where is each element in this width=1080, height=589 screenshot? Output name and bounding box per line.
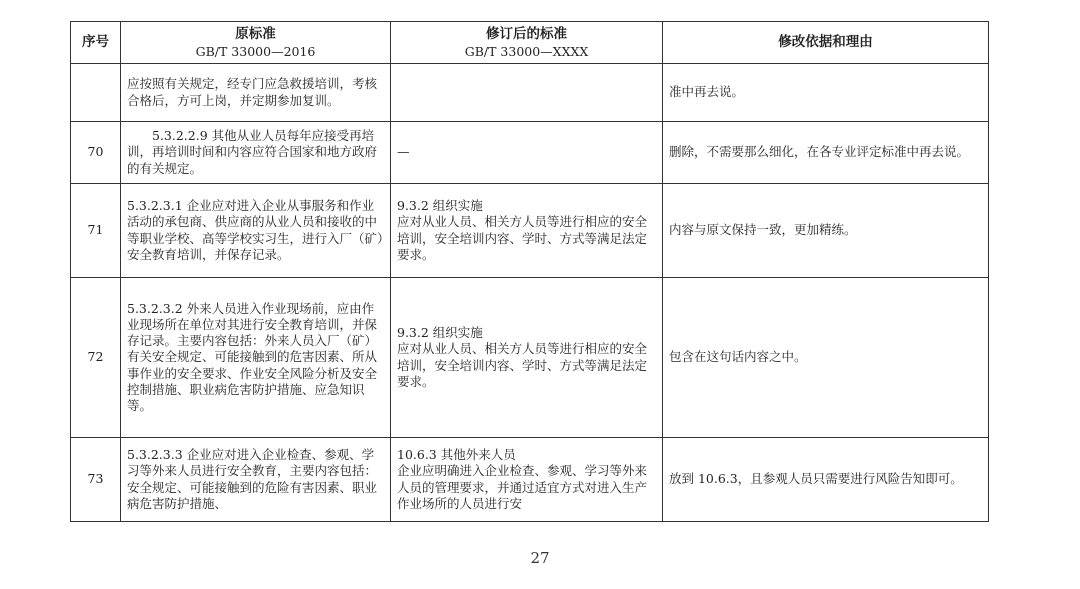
revised-text: 应对从业人员、相关方人员等进行相应的安全培训，安全培训内容、学时、方式等满足法定要求。 (397, 341, 648, 389)
original-clause (121, 64, 391, 122)
table-row (71, 278, 989, 438)
original-clause (121, 438, 391, 522)
revised-clause (391, 438, 663, 522)
reason-text: 删除，不需要那么细化，在各专业评定标准中再去说。 (669, 144, 970, 160)
revised-clause (391, 122, 663, 184)
reason-text: 准中再去说。 (669, 84, 745, 100)
revised-text: 企业应明确进入企业检查、参观、学习等外来人员的管理要求，并通过适宜方式对进入生产作业场所的人员进行安 (397, 463, 648, 511)
revised-heading: 9.3.2 组织实施 (397, 198, 483, 214)
header-no: 序号 (71, 22, 121, 64)
reason-text: 放到 10.6.3，且参观人员只需要进行风险告知即可。 (669, 471, 963, 487)
table-row (71, 64, 989, 122)
revised-heading: — (397, 144, 410, 160)
header-original (121, 22, 391, 64)
row-number (71, 64, 121, 122)
revision-reason (663, 438, 989, 522)
revised-clause (391, 64, 663, 122)
header-revised-title: 修订后的标准 (486, 25, 567, 42)
original-text: 5.3.2.3.2 外来人员进入作业现场前，应由作业现场所在单位对其进行安全教育培训，并保存记录。主要内容包括：外来人员入厂（矿）有关安全规定、可能接触到的危害因素、所从事作业的安全要求、作业安全风险分析及安全控制措施、职业病危害防护措施、应急知识等。 (127, 300, 378, 413)
header-revised-code: GB/T 33000—XXXX (464, 43, 589, 59)
revised-heading: 9.3.2 组织实施 (397, 325, 483, 341)
table-row (71, 184, 989, 278)
table-row (71, 122, 989, 184)
table-row (71, 438, 989, 522)
row-number: 72 (71, 278, 121, 438)
revised-clause (391, 184, 663, 278)
original-clause (121, 278, 391, 438)
row-number: 71 (71, 184, 121, 278)
revised-clause (391, 278, 663, 438)
original-clause (121, 184, 391, 278)
page-number: 27 (530, 549, 550, 567)
reason-text: 包含在这句话内容之中。 (669, 349, 807, 365)
revised-text: 应对从业人员、相关方人员等进行相应的安全培训，安全培训内容、学时、方式等满足法定要求。 (397, 214, 648, 262)
header-revised (391, 22, 663, 64)
row-number: 73 (71, 438, 121, 522)
revised-heading: 10.6.3 其他外来人员 (397, 447, 516, 463)
header-original-code: GB/T 33000—2016 (195, 43, 316, 59)
original-text: 5.3.2.2.9 其他从业人员每年应接受再培训，再培训时间和内容应符合国家和地方政府的有关规定。 (127, 128, 378, 176)
original-text: 应按照有关规定，经专门应急救援培训，考核合格后，方可上岗，并定期参加复训。 (127, 76, 378, 108)
revision-comparison-table (70, 21, 989, 522)
table-header-row (71, 22, 989, 64)
revision-reason (663, 184, 989, 278)
original-text: 5.3.2.3.1 企业应对进入企业从事服务和作业活动的承包商、供应商的从业人员和接收的中等职业学校、高等学校实习生，进行入厂（矿）安全教育培训，并保存记录。 (127, 198, 384, 262)
row-number: 70 (71, 122, 121, 184)
revision-reason (663, 278, 989, 438)
original-text: 5.3.2.3.3 企业应对进入企业检查、参观、学习等外来人员进行安全教育，主要内容包括：安全规定、可能接触到的危险有害因素、职业病危害防护措施、 (127, 447, 378, 511)
revision-reason (663, 64, 989, 122)
header-reason: 修改依据和理由 (663, 22, 989, 64)
revision-reason (663, 122, 989, 184)
header-original-title: 原标准 (235, 25, 276, 42)
original-clause (121, 122, 391, 184)
reason-text: 内容与原文保持一致，更加精练。 (669, 222, 857, 238)
